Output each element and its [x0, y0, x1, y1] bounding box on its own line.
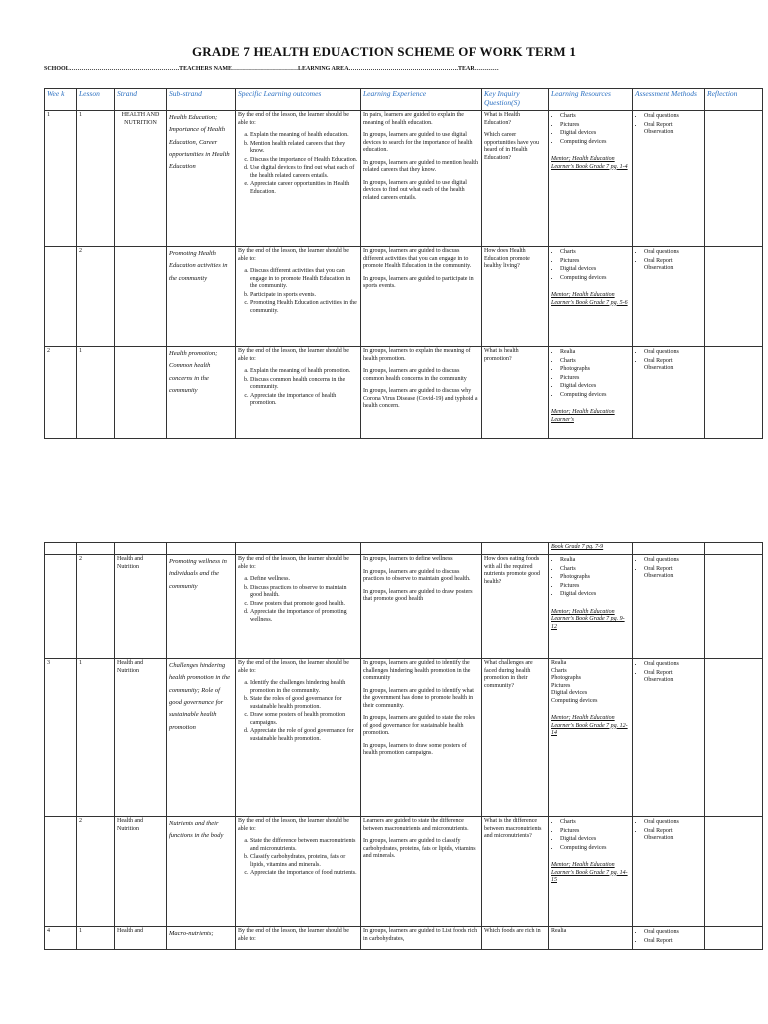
resource-item: • Charts [560, 113, 630, 121]
assessment-item: • Oral Report Observation [644, 566, 702, 581]
strand-cell: Health and [115, 927, 167, 950]
outcome-item: c. Appreciate the importance of food nutrients. [250, 870, 358, 878]
outcomes-cell [236, 347, 361, 439]
resources-cell [549, 659, 633, 817]
inquiry-cell [482, 347, 549, 439]
assessment-item: • Oral Report Observation [644, 670, 702, 685]
week-cell: 3 [45, 659, 77, 817]
outcome-item: e. Appreciate career opportunities in Health Education. [250, 181, 358, 196]
assessment-list [635, 349, 702, 373]
inquiry-item: What is health promotion? [484, 348, 519, 362]
header-week: Wee k [45, 89, 77, 111]
resource-item: • Digital devices [560, 130, 630, 138]
lesson-cell: 1 [77, 659, 115, 817]
outcome-item: b. Discuss practices to observe to maintain good health. [250, 585, 358, 600]
resource-item: • Digital devices [560, 383, 630, 391]
experience-item: In groups, learners are guided to use digital devices to find out what each of the health related careers entails. [363, 179, 467, 201]
resource-item: • Charts [560, 566, 630, 574]
outcome-item: a. Identify the challenges hindering health promotion in the community. [250, 680, 358, 695]
scheme-table-page-1 [44, 88, 763, 439]
substrand-cell: Health Education; Importance of Health Education, Career opportunities in Health Education [167, 111, 236, 247]
book-reference: Mentor; Health Education Learner's [551, 409, 615, 423]
experience-item: In groups, learners are guided to state the roles of good governance for sustainable health promotion. [363, 715, 476, 736]
inquiry-cell [482, 817, 549, 927]
assessment-item: • Oral questions [644, 819, 702, 827]
assessment-list [635, 113, 702, 137]
resource-item: • Charts [560, 358, 630, 366]
resource-item: • Pictures [560, 828, 630, 836]
outcomes-intro: By the end of the lesson, the learner should be able to: [238, 818, 349, 832]
lesson-cell: 1 [77, 347, 115, 439]
substrand-cell: Nutrients and their functions in the body [167, 817, 236, 927]
assessment-list [635, 557, 702, 581]
assessment-item: • Oral questions [644, 557, 702, 565]
resource-item: Realia [551, 928, 567, 934]
outcome-item: c. Discuss the importance of Health Education. [250, 157, 358, 165]
book-reference: Mentor; Health Education Learner's Book Grade 7 pg. 14-15 [551, 862, 628, 883]
resources-list [551, 819, 630, 852]
table-row [45, 927, 763, 950]
assessment-cell [633, 247, 705, 347]
experience-item: In groups, learners are guided to classify carbohydrates, proteins, fats or lipids, vitamins and minerals. [363, 838, 476, 859]
outcome-item: a. State the difference between macronutrients and micronutrients. [250, 838, 358, 853]
experience-item: In groups, learners are guided to use digital devices to search for the importance of health education. [363, 132, 473, 153]
experience-cell [361, 111, 482, 247]
assessment-cell [633, 927, 705, 950]
substrand-cell: Health promotion; Common health concerns in the community [167, 347, 236, 439]
inquiry-cell [482, 927, 549, 950]
experience-item: In groups, learners to define wellness [363, 556, 453, 562]
table-row [45, 659, 763, 817]
outcomes-intro: By the end of the lesson, the learner should be able to: [238, 928, 349, 942]
experience-cell [361, 927, 482, 950]
assessment-item: • Oral questions [644, 113, 702, 121]
resources-cell [549, 555, 633, 659]
assessment-list [635, 929, 702, 945]
lesson-cell: 1 [77, 927, 115, 950]
resource-item: • Photographs [560, 574, 630, 582]
lesson-cell: 2 [77, 817, 115, 927]
experience-item: In groups, learners are guided to discuss why Corona Virus Disease (Covid-19) and typhoid a health concern. [363, 388, 478, 409]
resources-list [551, 249, 630, 282]
assessment-cell [633, 347, 705, 439]
outcome-item: b. State the roles of good governance for sustainable health promotion. [250, 696, 358, 711]
outcome-item: b. Participate in sports events. [250, 292, 358, 300]
header-experience: Learning Experience [361, 89, 482, 111]
header-outcomes: Specific Learning outcomes [236, 89, 361, 111]
carry-over-row [45, 543, 763, 555]
assessment-list [635, 819, 702, 843]
resource-item: • Pictures [560, 583, 630, 591]
inquiry-cell [482, 659, 549, 817]
book-reference: Mentor; Health Education Learner's Book Grade 7 pg. 9-12 [551, 608, 625, 630]
assessment-item: • Oral questions [644, 661, 702, 669]
week-cell: 1 [45, 111, 77, 247]
header-fields-line: SCHOOL……………………………………………….TEACHERS NAME……………………………LEARNING AREA……………………………………………….TEAR………… [44, 66, 499, 72]
outcomes-cell [236, 817, 361, 927]
assessment-cell [633, 817, 705, 927]
inquiry-item: Which career opportunities have you heard of in Health Education? [484, 132, 539, 161]
strand-cell [115, 347, 167, 439]
experience-item: In groups, learners are guided to mention health related careers that they know. [363, 159, 478, 173]
outcome-item: c. Draw some posters of health promotion campaigns. [250, 712, 358, 727]
inquiry-item: What is the difference between macronutrients and micronutrients? [484, 818, 542, 839]
experience-item: In groups, learners are guided to List foods rich in carbohydrates, [363, 928, 478, 942]
header-substrand: Sub-strand [167, 89, 236, 111]
resource-item: • Digital devices [560, 266, 630, 274]
resource-item: Charts [551, 667, 567, 674]
header-lesson: Lesson [77, 89, 115, 111]
assessment-list [635, 249, 702, 273]
substrand-cell: Promoting wellness in individuals and the community [167, 555, 236, 659]
inquiry-item: How does Health Education promote healthy living? [484, 248, 530, 269]
resources-list [551, 113, 630, 146]
assessment-item: • Oral questions [644, 929, 702, 937]
outcome-item: b. Classify carbohydrates, proteins, fats or lipids, vitamins and minerals. [250, 854, 358, 869]
resource-item: • Pictures [560, 122, 630, 130]
header-row [45, 89, 763, 111]
table-row [45, 247, 763, 347]
outcome-item: a. Explain the meaning of health education. [250, 132, 358, 140]
outcomes-cell [236, 111, 361, 247]
outcomes-list [238, 680, 358, 743]
experience-item: In groups, learners are guided to identify what the government has done to promote health in their community. [363, 687, 474, 709]
experience-cell [361, 659, 482, 817]
resource-item: Photographs [551, 675, 581, 681]
experience-cell [361, 347, 482, 439]
resource-item: • Computing devices [560, 845, 630, 853]
reflection-cell [705, 247, 763, 347]
header-assessment: Assessment Methods [633, 89, 705, 111]
experience-item: In groups, learners to explain the meaning of health promotion. [363, 348, 471, 362]
experience-cell [361, 247, 482, 347]
resource-item: Digital devices [551, 690, 588, 696]
inquiry-item: How does eating foods with all the required nutrients promote good health? [484, 556, 540, 585]
outcomes-cell [236, 247, 361, 347]
carry-over-reference: Book Grade 7 pg. 7-9 [551, 544, 604, 550]
assessment-item: • Oral Report [644, 938, 702, 946]
resource-item: • Computing devices [560, 139, 630, 147]
week-cell [45, 247, 77, 347]
outcomes-list [238, 132, 358, 196]
inquiry-cell [482, 111, 549, 247]
reflection-cell [705, 817, 763, 927]
inquiry-cell [482, 247, 549, 347]
outcomes-intro: By the end of the lesson, the learner should be able to: [238, 248, 349, 262]
strand-cell: Health and Nutrition [115, 555, 167, 659]
inquiry-item: Which foods are rich in [484, 928, 541, 934]
experience-item: In groups, learners to draw some posters of health promotion campaigns. [363, 742, 467, 756]
assessment-item: • Oral Report Observation [644, 828, 702, 843]
outcome-item: c. Draw posters that promote good health. [250, 601, 358, 609]
page-title: GRADE 7 HEALTH EDUACTION SCHEME OF WORK TERM 1 [191, 44, 577, 59]
resource-item: • Digital devices [560, 591, 630, 599]
assessment-item: • Oral Report Observation [644, 258, 702, 273]
assessment-item: • Oral Report Observation [644, 122, 702, 137]
outcomes-cell [236, 659, 361, 817]
resources-cell [549, 247, 633, 347]
experience-item: In groups, learners are guided to discuss common health concerns in the community [363, 368, 467, 382]
strand-cell: Health and Nutrition [115, 817, 167, 927]
inquiry-cell [482, 555, 549, 659]
outcome-item: d. Use digital devices to find out what each of the health related careers entails. [250, 165, 358, 180]
table-row [45, 347, 763, 439]
substrand-cell: Macro-nutrients; [167, 927, 236, 950]
week-cell: 2 [45, 347, 77, 439]
experience-item: In groups, learners are guided to participate in sports events. [363, 275, 474, 289]
outcome-item: c. Appreciate the importance of health promotion. [250, 393, 358, 408]
header-resources: Learning Resources [549, 89, 633, 111]
book-reference: Mentor; Health Education Learner's Book Grade 7 pg. 5-6 [551, 292, 628, 306]
strand-cell [115, 247, 167, 347]
experience-item: In groups, learners are guided to identify the challenges hindering health promotion in the community [363, 660, 471, 681]
inquiry-item: What is Health Education? [484, 112, 520, 126]
resource-item: • Charts [560, 249, 630, 257]
table-row [45, 817, 763, 927]
experience-item: In groups, learners are guided to discuss practices to observe to maintain good health. [363, 568, 471, 582]
outcomes-list [238, 268, 358, 315]
reflection-cell [705, 347, 763, 439]
reflection-cell [705, 111, 763, 247]
experience-cell [361, 555, 482, 659]
book-reference: Mentor; Health Education Learner's Book Grade 7 pg. 1-4 [551, 156, 628, 170]
outcomes-intro: By the end of the lesson, the learner should be able to: [238, 112, 349, 126]
resources-list [551, 557, 630, 599]
outcome-item: b. Mention health related careers that they know. [250, 141, 358, 156]
resource-item: • Realia [560, 349, 630, 357]
outcome-item: d. Appreciate the importance of promoting wellness. [250, 609, 358, 624]
reflection-cell [705, 927, 763, 950]
outcomes-cell [236, 555, 361, 659]
reflection-cell [705, 659, 763, 817]
strand-cell: Health and Nutrition [115, 659, 167, 817]
experience-item: In pairs, learners are guided to explain the meaning of health education. [363, 112, 464, 126]
assessment-cell [633, 111, 705, 247]
resources-cell [549, 111, 633, 247]
table-row [45, 555, 763, 659]
outcome-item: c. Promoting Health Education activities in the community. [250, 300, 358, 315]
outcomes-cell [236, 927, 361, 950]
header-inquiry: Key Inquiry Question(S) [482, 89, 549, 111]
assessment-cell [633, 659, 705, 817]
resource-item: Realia [551, 660, 567, 666]
outcome-item: a. Define wellness. [250, 576, 358, 584]
experience-item: In groups, learners are guided to discuss different activities that you can engage in to promote Health Education in the community. [363, 248, 472, 269]
resource-item: • Digital devices [560, 836, 630, 844]
resources-list [551, 349, 630, 399]
outcome-item: d. Appreciate the role of good governance for sustainable health promotion. [250, 728, 358, 743]
experience-item: Learners are guided to state the difference between macronutrients and micronutrients. [363, 818, 469, 832]
assessment-list [635, 661, 702, 685]
resource-item: • Pictures [560, 375, 630, 383]
outcomes-intro: By the end of the lesson, the learner should be able to: [238, 660, 349, 674]
resource-item: • Realia [560, 557, 630, 565]
assessment-cell [633, 555, 705, 659]
table-row [45, 111, 763, 247]
resource-item: • Computing devices [560, 275, 630, 283]
resource-item: Pictures [551, 682, 571, 689]
outcome-item: b. Discuss common health concerns in the community. [250, 377, 358, 392]
week-cell [45, 817, 77, 927]
reflection-cell [705, 555, 763, 659]
week-cell: 4 [45, 927, 77, 950]
assessment-item: • Oral questions [644, 349, 702, 357]
outcomes-list [238, 838, 358, 878]
outcome-item: a. Discuss different activities that you can engage in to promote Health Education in the community. [250, 268, 358, 291]
header-strand: Strand [115, 89, 167, 111]
experience-item: In groups, learners are guided to draw posters that promote good health [363, 588, 473, 602]
substrand-cell: Challenges hindering health promotion in the community; Role of good governance for sustainable health promotion [167, 659, 236, 817]
inquiry-item: What challenges are faced during health promotion in their community? [484, 660, 533, 689]
resources-cell [549, 817, 633, 927]
strand-cell: HEALTH AND NUTRITION [115, 111, 167, 247]
outcome-item: a. Explain the meaning of health promotion. [250, 368, 358, 376]
outcomes-list [238, 576, 358, 624]
lesson-cell: 2 [77, 555, 115, 659]
outcomes-intro: By the end of the lesson, the learner should be able to: [238, 556, 349, 570]
book-reference: Mentor; Health Education Learner's Book Grade 7 pg. 12-14 [551, 715, 628, 736]
resource-item: • Photographs [560, 366, 630, 374]
header-reflection: Reflection [705, 89, 763, 111]
scheme-table-page-2 [44, 542, 763, 950]
resource-item: • Charts [560, 819, 630, 827]
assessment-item: • Oral Report Observation [644, 358, 702, 373]
resources-cell [549, 927, 633, 950]
outcomes-list [238, 368, 358, 408]
resource-item: • Computing devices [560, 392, 630, 400]
lesson-cell: 1 [77, 111, 115, 247]
substrand-cell: Promoting Health Education activities in the community [167, 247, 236, 347]
lesson-cell: 2 [77, 247, 115, 347]
resource-item: • Pictures [560, 258, 630, 266]
resources-cell [549, 347, 633, 439]
outcomes-intro: By the end of the lesson, the learner should be able to: [238, 348, 349, 362]
week-cell [45, 555, 77, 659]
resource-item: Computing devices [551, 697, 598, 704]
experience-cell [361, 817, 482, 927]
assessment-item: • Oral questions [644, 249, 702, 257]
